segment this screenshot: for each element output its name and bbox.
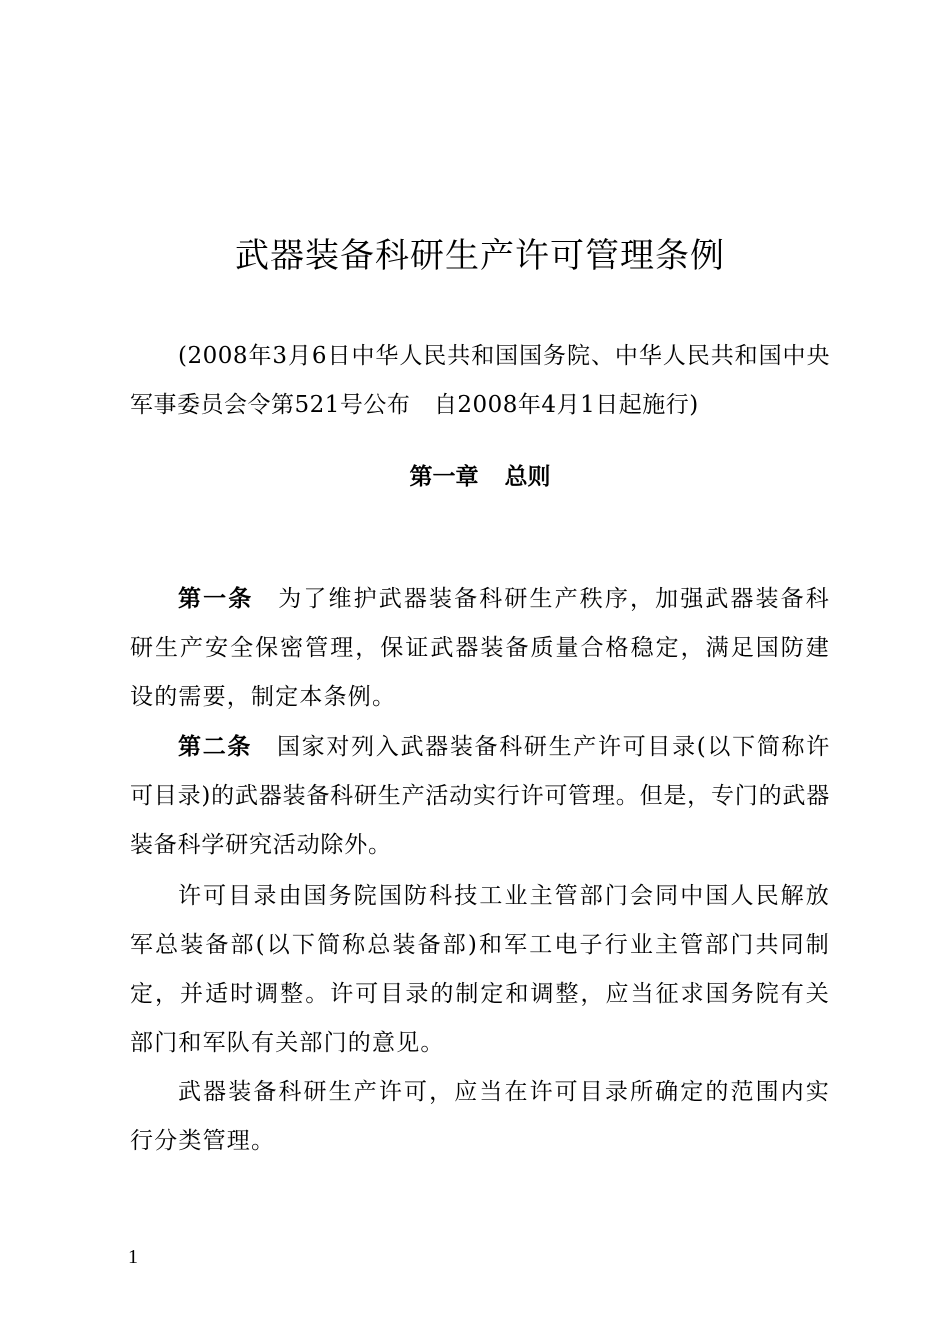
chapter-name: 总则 [504, 464, 551, 490]
article-2-text: 国家对列入武器装备科研生产许可目录(以下简称许可目录)的武器装备科研生产活动实行许可管理。但是，专门的武器装备科学研究活动除外。 [130, 734, 831, 858]
article-2 [130, 723, 830, 870]
article-2-paragraph-2: 许可目录由国务院国防科技工业主管部门会同中国人民解放军总装备部(以下简称总装备部)和军工电子行业主管部门共同制定，并适时调整。许可目录的制定和调整，应当征求国务院有关部门和军队有关部门的意见。 [130, 883, 830, 1056]
article-2-paragraph-3: 武器装备科研生产许可，应当在许可目录所确定的范围内实行分类管理。 [130, 1079, 830, 1154]
document-title: 武器装备科研生产许可管理条例 [235, 236, 725, 276]
article-2-label: 第二条 [178, 734, 253, 760]
chapter-number: 第一章 [409, 464, 479, 490]
article-1-text: 为了维护武器装备科研生产秩序，加强武器装备科研生产安全保密管理，保证武器装备质量合格稳定，满足国防建设的需要，制定本条例。 [130, 586, 830, 710]
article-1-label: 第一条 [178, 586, 254, 612]
promulgation-note: (2008年3月6日中华人民共和国国务院、中华人民共和国中央军事委员会令第521号公布 自2008年4月1日起施行) [130, 343, 830, 418]
chapter-heading [130, 455, 830, 499]
page-number: 1 [128, 1246, 138, 1268]
article-1 [130, 575, 830, 722]
